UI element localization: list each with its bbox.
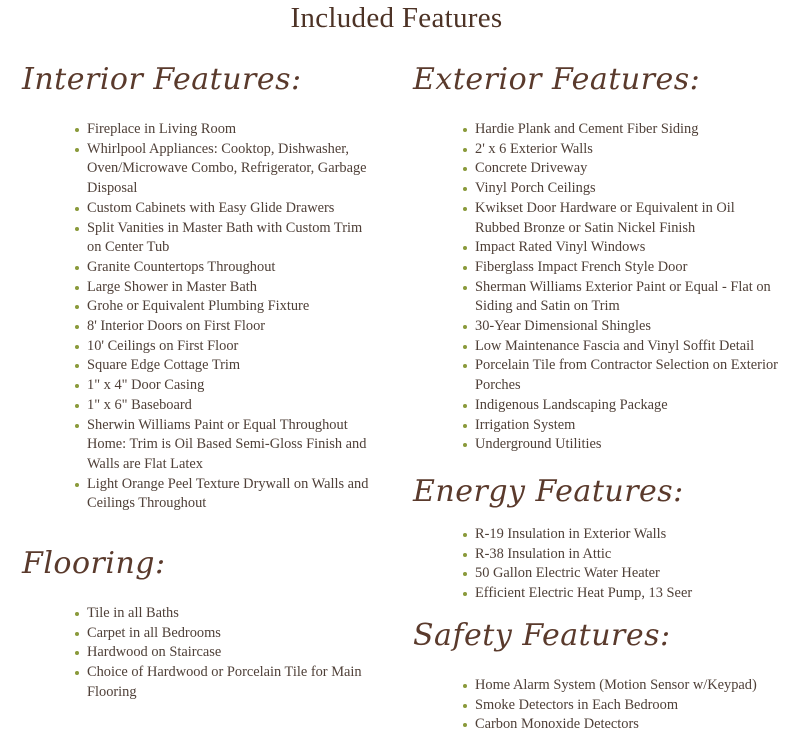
interior-features-list xyxy=(74,120,374,514)
flooring-heading: Flooring: xyxy=(22,546,166,581)
safety-features-list xyxy=(462,676,782,735)
list-item: Efficient Electric Heat Pump, 13 Seer xyxy=(462,584,778,604)
list-item: R-19 Insulation in Exterior Walls xyxy=(462,525,778,545)
energy-features-heading: Energy Features: xyxy=(413,474,684,509)
list-item: Vinyl Porch Ceilings xyxy=(462,179,778,199)
list-item: Carbon Monoxide Detectors xyxy=(462,715,782,735)
list-item: Smoke Detectors in Each Bedroom xyxy=(462,696,782,716)
list-item: Indigenous Landscaping Package xyxy=(462,396,778,416)
list-item: Split Vanities in Master Bath with Custom Trim on Center Tub xyxy=(74,219,374,258)
list-item: Fiberglass Impact French Style Door xyxy=(462,258,778,278)
list-item: Tile in all Baths xyxy=(74,604,374,624)
list-item: Choice of Hardwood or Porcelain Tile for Main Flooring xyxy=(74,663,374,702)
list-item: Sherwin Williams Paint or Equal Throughout Home: Trim is Oil Based Semi-Gloss Finish and Walls are Flat Latex xyxy=(74,416,374,475)
list-item: Square Edge Cottage Trim xyxy=(74,356,374,376)
list-item: Fireplace in Living Room xyxy=(74,120,374,140)
list-item: Irrigation System xyxy=(462,416,778,436)
list-item: 50 Gallon Electric Water Heater xyxy=(462,564,778,584)
exterior-features-heading: Exterior Features: xyxy=(413,62,701,97)
list-item: Home Alarm System (Motion Sensor w/Keypad) xyxy=(462,676,782,696)
list-item: Granite Countertops Throughout xyxy=(74,258,374,278)
energy-features-list xyxy=(462,525,778,604)
list-item: Hardwood on Staircase xyxy=(74,643,374,663)
page-title: Included Features xyxy=(290,2,503,34)
list-item: Underground Utilities xyxy=(462,435,778,455)
safety-features-heading: Safety Features: xyxy=(413,618,671,653)
list-item: Low Maintenance Fascia and Vinyl Soffit Detail xyxy=(462,337,778,357)
exterior-features-list xyxy=(462,120,778,455)
list-item: Concrete Driveway xyxy=(462,159,778,179)
list-item: Impact Rated Vinyl Windows xyxy=(462,238,778,258)
list-item: Custom Cabinets with Easy Glide Drawers xyxy=(74,199,374,219)
list-item: Hardie Plank and Cement Fiber Siding xyxy=(462,120,778,140)
list-item: Light Orange Peel Texture Drywall on Walls and Ceilings Throughout xyxy=(74,475,374,514)
list-item: Large Shower in Master Bath xyxy=(74,278,374,298)
list-item: Porcelain Tile from Contractor Selection on Exterior Porches xyxy=(462,356,778,395)
list-item: 2' x 6 Exterior Walls xyxy=(462,140,778,160)
list-item: 30-Year Dimensional Shingles xyxy=(462,317,778,337)
list-item: R-38 Insulation in Attic xyxy=(462,545,778,565)
list-item: 8' Interior Doors on First Floor xyxy=(74,317,374,337)
list-item: Kwikset Door Hardware or Equivalent in Oil Rubbed Bronze or Satin Nickel Finish xyxy=(462,199,778,238)
list-item: Whirlpool Appliances: Cooktop, Dishwasher, Oven/Microwave Combo, Refrigerator, Garbage Disposal xyxy=(74,140,374,199)
interior-features-heading: Interior Features: xyxy=(22,62,302,97)
flooring-list xyxy=(74,604,374,703)
list-item: Grohe or Equivalent Plumbing Fixture xyxy=(74,297,374,317)
list-item: 1" x 4" Door Casing xyxy=(74,376,374,396)
list-item: 10' Ceilings on First Floor xyxy=(74,337,374,357)
list-item: 1" x 6" Baseboard xyxy=(74,396,374,416)
list-item: Carpet in all Bedrooms xyxy=(74,624,374,644)
list-item: Sherman Williams Exterior Paint or Equal - Flat on Siding and Satin on Trim xyxy=(462,278,778,317)
